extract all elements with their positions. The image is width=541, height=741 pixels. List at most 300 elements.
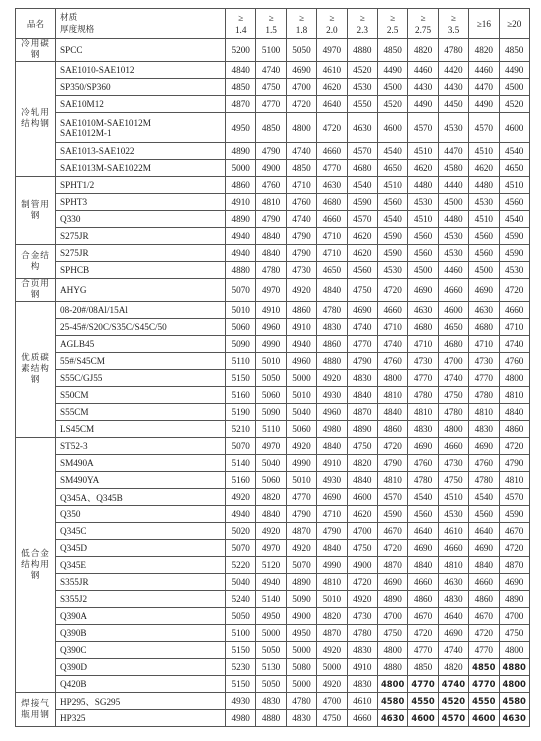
price-cell: 4690 xyxy=(317,489,347,506)
spec-line: Q390C xyxy=(60,645,87,655)
price-cell: 4660 xyxy=(317,211,347,228)
price-cell: 4560 xyxy=(347,262,377,279)
header-spec xyxy=(56,9,226,39)
spec-line: S275JR xyxy=(60,248,89,258)
price-cell: 4690 xyxy=(469,279,499,302)
price-cell: 4780 xyxy=(469,472,499,489)
price-cell: 4500 xyxy=(377,79,407,96)
price-cell: 4710 xyxy=(469,336,499,353)
table-row xyxy=(16,211,530,228)
price-cell: 4790 xyxy=(317,523,347,540)
table-row xyxy=(16,228,530,245)
price-cell: 4560 xyxy=(469,506,499,523)
price-cell: 4890 xyxy=(226,143,256,160)
spec-cell xyxy=(56,387,226,404)
price-cell: 4430 xyxy=(438,79,468,96)
price-cell: 4600 xyxy=(347,489,377,506)
spec-line: Q345C xyxy=(60,526,87,536)
header-thickness xyxy=(469,9,499,39)
price-cell: 4610 xyxy=(438,523,468,540)
price-cell: 4950 xyxy=(286,625,316,642)
spec-cell xyxy=(56,177,226,194)
spec-cell xyxy=(56,228,226,245)
price-cell: 4540 xyxy=(377,143,407,160)
price-cell: 5150 xyxy=(226,370,256,387)
price-cell: 4770 xyxy=(469,370,499,387)
price-cell: 4740 xyxy=(438,370,468,387)
price-cell: 4770 xyxy=(347,336,377,353)
price-cell: 4790 xyxy=(286,228,316,245)
spec-cell xyxy=(56,523,226,540)
price-cell: 4760 xyxy=(499,353,529,370)
price-cell: 4600 xyxy=(377,113,407,143)
price-cell: 5190 xyxy=(226,404,256,421)
price-cell: 4810 xyxy=(469,404,499,421)
spec-line: SM490A xyxy=(60,458,94,468)
price-cell: 5090 xyxy=(226,336,256,353)
spec-cell xyxy=(56,211,226,228)
price-cell: 4800 xyxy=(286,113,316,143)
price-cell: 4810 xyxy=(377,472,407,489)
price-cell: 4950 xyxy=(226,113,256,143)
spec-line: SPCC xyxy=(60,45,83,55)
spec-cell xyxy=(56,143,226,160)
price-cell: 4770 xyxy=(408,370,438,387)
price-cell: 4840 xyxy=(499,404,529,421)
price-cell: 4850 xyxy=(499,39,529,62)
price-cell: 4510 xyxy=(438,489,468,506)
price-cell: 4530 xyxy=(438,506,468,523)
price-cell: 4830 xyxy=(286,710,316,727)
price-cell: 4920 xyxy=(317,642,347,659)
price-cell: 4680 xyxy=(408,319,438,336)
price-cell: 4840 xyxy=(377,404,407,421)
price-cell: 5100 xyxy=(226,625,256,642)
price-cell: 5050 xyxy=(286,39,316,62)
price-cell: 5220 xyxy=(226,557,256,574)
spec-cell xyxy=(56,113,226,143)
spec-line: SM490YA xyxy=(60,475,100,485)
price-cell: 4750 xyxy=(438,387,468,404)
spec-cell xyxy=(56,710,226,727)
price-cell: 4680 xyxy=(347,160,377,177)
spec-cell xyxy=(56,336,226,353)
spec-line: Q390D xyxy=(60,662,88,672)
header-row xyxy=(16,9,530,39)
spec-line: SPHCB xyxy=(60,265,90,275)
price-cell: 4900 xyxy=(347,557,377,574)
table-row xyxy=(16,421,530,438)
price-cell: 4800 xyxy=(377,676,407,693)
header-thickness-operator: ≥ xyxy=(268,12,274,23)
price-cell: 4570 xyxy=(408,113,438,143)
price-cell: 4860 xyxy=(286,302,316,319)
price-cell: 4960 xyxy=(286,353,316,370)
price-cell: 4480 xyxy=(438,211,468,228)
price-cell: 4510 xyxy=(377,177,407,194)
price-cell: 4750 xyxy=(499,625,529,642)
spec-line: 25-45#/S20C/S35C/S45C/50 xyxy=(60,322,167,332)
price-cell: 4800 xyxy=(377,642,407,659)
price-cell: 4530 xyxy=(499,262,529,279)
price-cell: 4890 xyxy=(226,211,256,228)
price-cell: 5120 xyxy=(256,557,286,574)
price-cell: 5020 xyxy=(226,523,256,540)
price-cell: 4770 xyxy=(469,676,499,693)
price-cell: 4780 xyxy=(438,404,468,421)
spec-cell xyxy=(56,160,226,177)
price-cell: 4880 xyxy=(347,39,377,62)
price-cell: 4830 xyxy=(347,642,377,659)
spec-cell xyxy=(56,39,226,62)
price-cell: 4610 xyxy=(347,693,377,710)
price-cell: 4520 xyxy=(499,96,529,113)
price-cell: 5010 xyxy=(286,472,316,489)
price-cell: 4950 xyxy=(256,608,286,625)
price-cell: 4920 xyxy=(286,279,316,302)
price-cell: 4490 xyxy=(469,96,499,113)
header-thickness-value: 2.5 xyxy=(386,24,399,35)
price-cell: 4520 xyxy=(347,62,377,79)
table-row xyxy=(16,279,530,302)
price-cell: 4840 xyxy=(317,438,347,455)
price-cell: 4540 xyxy=(499,143,529,160)
spec-cell xyxy=(56,319,226,336)
price-cell: 4510 xyxy=(408,211,438,228)
price-cell: 4810 xyxy=(499,472,529,489)
price-cell: 4540 xyxy=(408,489,438,506)
price-cell: 4750 xyxy=(347,540,377,557)
price-cell: 4620 xyxy=(408,160,438,177)
price-cell: 4790 xyxy=(256,143,286,160)
price-cell: 5050 xyxy=(256,370,286,387)
price-cell: 4870 xyxy=(377,557,407,574)
price-cell: 4590 xyxy=(499,506,529,523)
price-cell: 4800 xyxy=(377,370,407,387)
price-cell: 5150 xyxy=(226,642,256,659)
price-cell: 4940 xyxy=(226,245,256,262)
category-cell: 合金结构 xyxy=(16,245,56,279)
price-cell: 4530 xyxy=(408,194,438,211)
price-cell: 4860 xyxy=(469,591,499,608)
table-row xyxy=(16,177,530,194)
price-cell: 4770 xyxy=(469,642,499,659)
spec-line: SP350/SP360 xyxy=(60,82,111,92)
price-cell: 4680 xyxy=(317,194,347,211)
price-cell: 4630 xyxy=(499,710,529,727)
price-cell: 5240 xyxy=(226,591,256,608)
price-cell: 4830 xyxy=(469,421,499,438)
price-cell: 4760 xyxy=(286,194,316,211)
spec-line: ST52-3 xyxy=(60,441,88,451)
spec-line: S50CM xyxy=(60,390,89,400)
header-thickness-value: 2.75 xyxy=(415,24,432,35)
price-cell: 4570 xyxy=(499,489,529,506)
price-cell: 4580 xyxy=(377,693,407,710)
header-thickness-value: ≥20 xyxy=(507,18,522,29)
price-cell: 4500 xyxy=(499,79,529,96)
price-cell: 4620 xyxy=(317,79,347,96)
price-cell: 4690 xyxy=(438,625,468,642)
price-cell: 4690 xyxy=(469,540,499,557)
spec-line: 55#/S45CM xyxy=(60,356,105,366)
price-cell: 4660 xyxy=(377,302,407,319)
price-cell: 4890 xyxy=(499,591,529,608)
table-row xyxy=(16,160,530,177)
spec-line: Q345D xyxy=(60,543,88,553)
spec-line: Q390A xyxy=(60,611,88,621)
price-cell: 4710 xyxy=(317,506,347,523)
price-cell: 4530 xyxy=(438,228,468,245)
price-cell: 5060 xyxy=(256,387,286,404)
price-cell: 4710 xyxy=(317,228,347,245)
spec-cell xyxy=(56,540,226,557)
header-thickness-operator: ≥ xyxy=(450,12,456,23)
price-cell: 4850 xyxy=(256,113,286,143)
price-cell: 5000 xyxy=(286,370,316,387)
price-cell: 5070 xyxy=(226,540,256,557)
spec-line: Q350 xyxy=(60,509,81,519)
table-row xyxy=(16,540,530,557)
price-cell: 4810 xyxy=(408,404,438,421)
header-thickness xyxy=(438,9,468,39)
price-cell: 4580 xyxy=(438,160,468,177)
price-cell: 4670 xyxy=(377,523,407,540)
header-thickness xyxy=(317,9,347,39)
spec-cell xyxy=(56,676,226,693)
header-thickness-value: 3.5 xyxy=(447,24,460,35)
price-cell: 4790 xyxy=(256,211,286,228)
price-cell: 4620 xyxy=(469,160,499,177)
price-cell: 4660 xyxy=(438,540,468,557)
price-cell: 4780 xyxy=(317,302,347,319)
price-cell: 4920 xyxy=(286,540,316,557)
price-cell: 4750 xyxy=(347,279,377,302)
price-cell: 4660 xyxy=(317,143,347,160)
price-cell: 5010 xyxy=(256,353,286,370)
price-cell: 4830 xyxy=(347,370,377,387)
price-cell: 4870 xyxy=(317,625,347,642)
spec-line: SPHT1/2 xyxy=(60,180,95,190)
price-cell: 4590 xyxy=(377,228,407,245)
price-cell: 5010 xyxy=(226,302,256,319)
price-cell: 4800 xyxy=(438,421,468,438)
price-cell: 4740 xyxy=(286,143,316,160)
spec-cell xyxy=(56,194,226,211)
spec-cell xyxy=(56,659,226,676)
price-cell: 4870 xyxy=(347,404,377,421)
header-thickness xyxy=(377,9,407,39)
price-cell: 4720 xyxy=(377,279,407,302)
price-cell: 4690 xyxy=(469,438,499,455)
price-cell: 4900 xyxy=(256,160,286,177)
table-row xyxy=(16,370,530,387)
price-cell: 4530 xyxy=(347,79,377,96)
price-cell: 5010 xyxy=(317,591,347,608)
price-cell: 4600 xyxy=(438,302,468,319)
price-cell: 4790 xyxy=(499,455,529,472)
price-cell: 4810 xyxy=(377,387,407,404)
price-cell: 4440 xyxy=(438,177,468,194)
price-cell: 4770 xyxy=(408,676,438,693)
header-thickness-operator: ≥ xyxy=(359,12,365,23)
price-cell: 4740 xyxy=(347,319,377,336)
category-cell: 冷轧用结构钢 xyxy=(16,62,56,177)
price-cell: 4860 xyxy=(377,421,407,438)
table-row xyxy=(16,472,530,489)
header-spec-thickness: 厚度规格 xyxy=(60,24,95,35)
price-cell: 4510 xyxy=(408,143,438,160)
price-cell: 4740 xyxy=(377,336,407,353)
spec-line: SAE1010M-SAE1012M xyxy=(60,117,151,128)
price-cell: 5150 xyxy=(226,676,256,693)
price-cell: 5050 xyxy=(256,676,286,693)
category-cell: 冷用碳钢 xyxy=(16,39,56,62)
header-thickness-value: 2.3 xyxy=(356,24,368,35)
price-cell: 4420 xyxy=(438,62,468,79)
price-cell: 4590 xyxy=(377,506,407,523)
price-cell: 4830 xyxy=(438,591,468,608)
price-cell: 4700 xyxy=(438,353,468,370)
price-cell: 4870 xyxy=(226,96,256,113)
spec-line: Q420B xyxy=(60,679,87,689)
price-cell: 4780 xyxy=(408,387,438,404)
price-cell: 4820 xyxy=(317,608,347,625)
price-cell: 4560 xyxy=(377,194,407,211)
price-cell: 4920 xyxy=(226,489,256,506)
price-cell: 4840 xyxy=(226,62,256,79)
price-cell: 4810 xyxy=(317,574,347,591)
price-cell: 4540 xyxy=(469,489,499,506)
price-cell: 4940 xyxy=(256,574,286,591)
header-thickness xyxy=(499,9,529,39)
price-cell: 5000 xyxy=(256,625,286,642)
price-cell: 5040 xyxy=(226,574,256,591)
price-cell: 4540 xyxy=(347,177,377,194)
price-cell: 4560 xyxy=(469,228,499,245)
header-thickness-operator: ≥ xyxy=(390,12,396,23)
price-cell: 4680 xyxy=(469,319,499,336)
price-cell: 4880 xyxy=(226,262,256,279)
price-cell: 4920 xyxy=(317,370,347,387)
price-cell: 4630 xyxy=(438,574,468,591)
price-cell: 4910 xyxy=(317,455,347,472)
price-cell: 5140 xyxy=(256,591,286,608)
table-row xyxy=(16,245,530,262)
price-cell: 5140 xyxy=(226,455,256,472)
price-cell: 4470 xyxy=(438,143,468,160)
spec-line: SAE1012M-1 xyxy=(60,127,112,138)
price-cell: 5110 xyxy=(226,353,256,370)
price-cell: 5050 xyxy=(226,608,256,625)
price-cell: 5040 xyxy=(286,404,316,421)
price-table xyxy=(15,8,530,727)
table-row xyxy=(16,302,530,319)
price-cell: 4490 xyxy=(499,62,529,79)
price-cell: 4620 xyxy=(347,228,377,245)
price-cell: 4650 xyxy=(499,160,529,177)
header-thickness xyxy=(256,9,286,39)
price-cell: 5070 xyxy=(286,557,316,574)
price-cell: 5200 xyxy=(226,39,256,62)
price-cell: 4590 xyxy=(499,245,529,262)
price-cell: 4710 xyxy=(408,336,438,353)
spec-cell xyxy=(56,421,226,438)
price-cell: 4910 xyxy=(347,659,377,676)
price-cell: 4860 xyxy=(408,591,438,608)
price-cell: 4930 xyxy=(317,387,347,404)
price-cell: 4430 xyxy=(408,79,438,96)
price-cell: 4820 xyxy=(347,455,377,472)
spec-cell xyxy=(56,96,226,113)
price-cell: 4520 xyxy=(377,96,407,113)
price-cell: 4810 xyxy=(499,387,529,404)
price-cell: 4800 xyxy=(499,370,529,387)
price-cell: 4760 xyxy=(408,455,438,472)
price-cell: 4480 xyxy=(408,177,438,194)
price-cell: 4690 xyxy=(408,540,438,557)
price-cell: 4720 xyxy=(469,625,499,642)
price-cell: 4850 xyxy=(226,79,256,96)
table-row xyxy=(16,608,530,625)
price-cell: 4530 xyxy=(377,262,407,279)
price-cell: 4570 xyxy=(438,710,468,727)
price-cell: 5110 xyxy=(256,421,286,438)
spec-cell xyxy=(56,62,226,79)
spec-line: AHYG xyxy=(60,285,87,295)
price-cell: 4710 xyxy=(317,245,347,262)
header-spec-material: 材质 xyxy=(60,12,78,23)
spec-cell xyxy=(56,642,226,659)
price-cell: 4880 xyxy=(377,659,407,676)
price-cell: 4730 xyxy=(438,455,468,472)
spec-cell xyxy=(56,693,226,710)
price-cell: 4500 xyxy=(408,262,438,279)
spec-cell xyxy=(56,455,226,472)
price-cell: 4840 xyxy=(347,387,377,404)
price-cell: 4790 xyxy=(286,245,316,262)
header-thickness-value: ≥16 xyxy=(476,18,491,29)
price-cell: 5100 xyxy=(256,39,286,62)
price-cell: 4840 xyxy=(408,557,438,574)
table-row xyxy=(16,262,530,279)
price-cell: 4780 xyxy=(347,625,377,642)
price-cell: 4740 xyxy=(438,676,468,693)
price-cell: 4770 xyxy=(286,489,316,506)
price-cell: 4660 xyxy=(499,302,529,319)
price-cell: 4630 xyxy=(469,302,499,319)
price-cell: 4930 xyxy=(226,693,256,710)
price-cell: 4830 xyxy=(317,319,347,336)
price-cell: 4890 xyxy=(347,421,377,438)
price-cell: 4860 xyxy=(226,177,256,194)
spec-line: HP325 xyxy=(60,713,86,723)
price-cell: 4910 xyxy=(256,302,286,319)
price-cell: 4670 xyxy=(408,608,438,625)
price-cell: 4700 xyxy=(286,79,316,96)
price-cell: 4570 xyxy=(347,143,377,160)
price-cell: 4830 xyxy=(256,693,286,710)
price-cell: 4550 xyxy=(347,96,377,113)
price-cell: 4750 xyxy=(377,625,407,642)
price-cell: 5070 xyxy=(226,438,256,455)
price-cell: 4790 xyxy=(377,455,407,472)
price-cell: 4720 xyxy=(377,438,407,455)
table-row xyxy=(16,455,530,472)
table-row xyxy=(16,591,530,608)
price-cell: 4970 xyxy=(256,438,286,455)
spec-line: SAE1013-SAE1022 xyxy=(60,146,135,156)
